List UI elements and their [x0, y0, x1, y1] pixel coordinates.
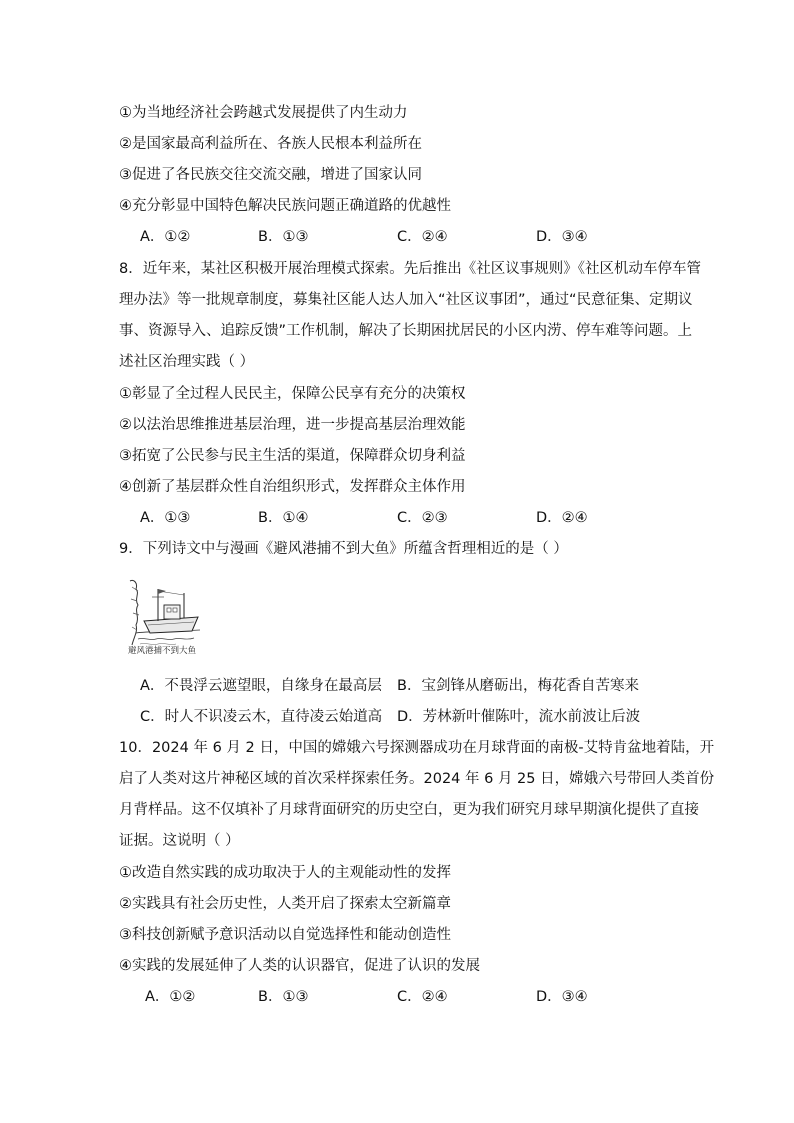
cartoon-caption: 避风港捕不到大鱼	[128, 646, 197, 656]
q8-stem-line-4: 述社区治理实践（ ）	[119, 354, 255, 370]
q10-option-d[interactable]: D．③④	[536, 989, 588, 1005]
q8-stem-line-1: 8．近年来，某社区积极开展治理模式探索。先后推出《社区议事规则》《社区机动车停车管	[119, 261, 701, 277]
q8-statement-2: ②以法治思维推进基层治理，进一步提高基层治理效能	[119, 417, 466, 433]
q8-option-c[interactable]: C．②③	[397, 510, 448, 526]
q10-statement-4: ④实践的发展延伸了人类的认识器官，促进了认识的发展	[119, 958, 480, 974]
q9-options-row-1	[0, 676, 794, 696]
q7-option-a[interactable]: A．①②	[140, 229, 191, 245]
q10-statement-3: ③科技创新赋予意识活动以自觉选择性和能动创造性	[119, 927, 451, 943]
q8-statement-3: ③拓宽了公民参与民主生活的渠道，保障群众切身利益	[119, 448, 466, 464]
q10-stem-line-2: 启了人类对这片神秘区域的首次采样探索任务。2024 年 6 月 25 日，嫦娥六号带回人类首份	[119, 771, 715, 787]
q9-option-d[interactable]: D．芳林新叶催陈叶，流水前波让后波	[397, 709, 641, 725]
q9-option-c[interactable]: C．时人不识凌云木，直待凌云始道高	[140, 709, 383, 725]
q7-statement-3: ③促进了各民族交往交流交融，增进了国家认同	[119, 167, 422, 183]
q10-option-b[interactable]: B．①③	[258, 989, 309, 1005]
q8-options	[0, 508, 794, 528]
q10-stem-line-4: 证据。这说明（ ）	[119, 833, 240, 849]
q10-statement-2: ②实践具有社会历史性，人类开启了探索太空新篇章	[119, 896, 451, 912]
q8-option-b[interactable]: B．①④	[258, 510, 309, 526]
q10-option-a[interactable]: A．①②	[145, 989, 196, 1005]
q10-statement-1: ①改造自然实践的成功取决于人的主观能动性的发挥	[119, 865, 451, 881]
q7-option-b[interactable]: B．①③	[258, 229, 309, 245]
q9-options-row-2	[0, 707, 794, 727]
q7-statement-4: ④充分彰显中国特色解决民族问题正确道路的优越性	[119, 198, 451, 214]
q7-option-d[interactable]: D．③④	[536, 229, 588, 245]
q8-stem-line-3: 事、资源导入、追踪反馈”工作机制，解决了长期困扰居民的小区内涝、停车难等问题。上	[119, 323, 693, 339]
q8-statement-4: ④创新了基层群众性自治组织形式，发挥群众主体作用	[119, 479, 466, 495]
q7-statement-1: ①为当地经济社会跨越式发展提供了内生动力	[119, 105, 408, 121]
q8-statement-1: ①彰显了全过程人民民主，保障公民享有充分的决策权	[119, 386, 466, 402]
q9-option-a[interactable]: A．不畏浮云遮望眼，自缘身在最高层	[140, 678, 382, 694]
q10-options	[0, 987, 794, 1007]
q8-stem-line-2: 理办法》等一批规章制度，募集社区能人达人加入“社区议事团”，通过“民意征集、定期议	[119, 292, 693, 308]
q8-option-a[interactable]: A．①③	[140, 510, 191, 526]
q7-statement-2: ②是国家最高利益所在、各族人民根本利益所在	[119, 136, 422, 152]
q10-stem-line-1: 10．2024 年 6 月 2 日，中国的嫦娥六号探测器成功在月球背面的南极-艾特肯盆地着陆，开	[119, 740, 715, 756]
q7-options	[0, 227, 794, 247]
q10-stem-line-3: 月背样品。这不仅填补了月球背面研究的历史空白，更为我们研究月球早期演化提供了直接	[119, 802, 699, 818]
q7-option-c[interactable]: C．②④	[397, 229, 448, 245]
cartoon-image	[128, 575, 202, 657]
q10-option-c[interactable]: C．②④	[397, 989, 448, 1005]
q9-option-b[interactable]: B．宝剑锋从磨砺出，梅花香自苦寒来	[397, 678, 639, 694]
q8-option-d[interactable]: D．②④	[536, 510, 588, 526]
q9-stem: 9．下列诗文中与漫画《避风港捕不到大鱼》所蕴含哲理相近的是（ ）	[119, 541, 568, 557]
